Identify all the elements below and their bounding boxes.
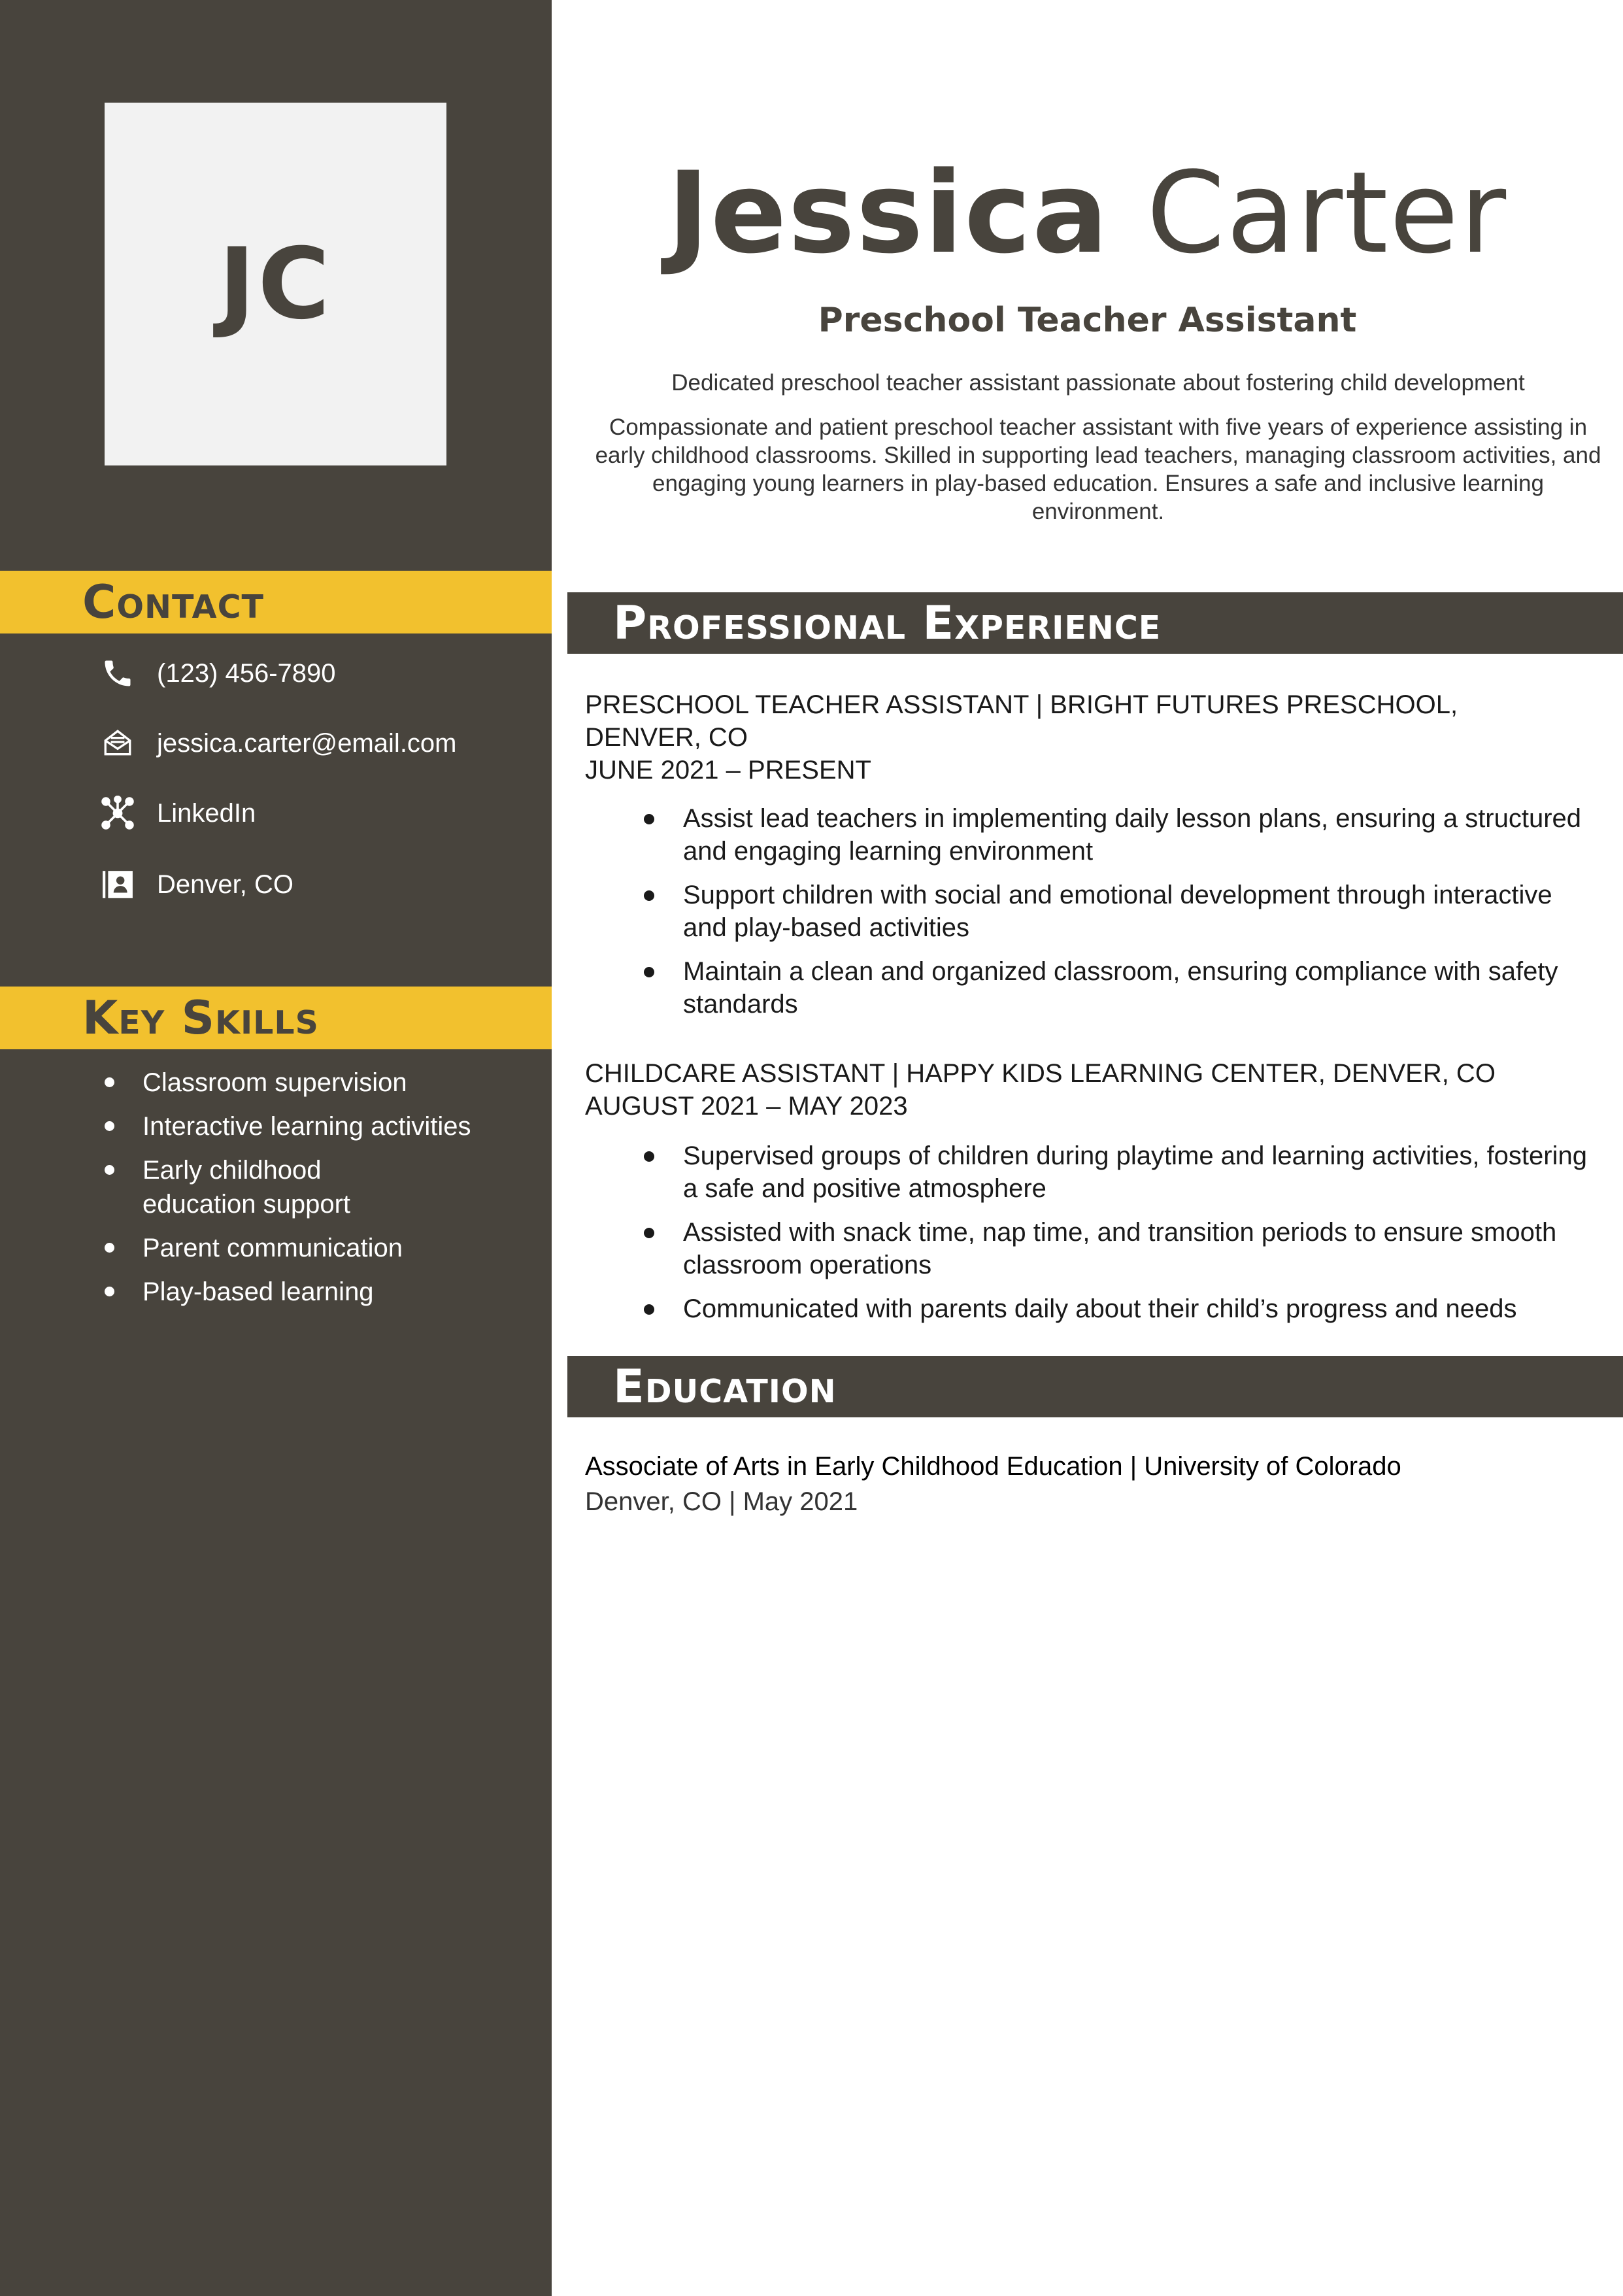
skills-heading: Key Skills [82, 991, 319, 1045]
bullet-item: Supervised groups of children during playtime and learning activities, fostering a safe and positive atmosphere [644, 1140, 1598, 1205]
last-name: Carter [1146, 147, 1508, 279]
email-text: jessica.carter@email.com [157, 728, 457, 758]
skills-heading-bar [0, 987, 552, 1049]
education-heading-bar [567, 1356, 1623, 1417]
skill-item: Classroom supervision [98, 1066, 516, 1100]
linkedin-text: LinkedIn [157, 798, 256, 828]
job-header: PRESCHOOL TEACHER ASSISTANT | BRIGHT FUTURES PRESCHOOL, DENVER, CO [585, 690, 1458, 752]
phone-text: (123) 456-7890 [157, 658, 336, 688]
job-header: CHILDCARE ASSISTANT | HAPPY KIDS LEARNING CENTER, DENVER, CO [585, 1059, 1496, 1088]
contact-heading-bar [0, 571, 552, 633]
experience-heading: Professional Experience [613, 596, 1162, 650]
tagline: Dedicated preschool teacher assistant passionate about fostering child development [671, 370, 1525, 396]
job-entry [585, 688, 1565, 786]
contact-email[interactable] [98, 724, 457, 763]
skills-list [98, 1066, 516, 1319]
skill-item: Early childhood education support [98, 1153, 424, 1221]
sidebar [0, 0, 552, 2296]
summary: Compassionate and patient preschool teacher assistant with five years of experience assisting in early childhood classrooms. Skilled in supporting lead teachers, managing classroom activities, and engaging young learners in play-based education. Ensures a safe and inclusive learning environment. [595, 414, 1601, 524]
contact-linkedin[interactable] [98, 794, 256, 833]
contact-card-icon [98, 865, 137, 904]
contact-heading: Contact [82, 575, 264, 629]
contact-phone[interactable] [98, 654, 336, 693]
job-dates: JUNE 2021 – PRESENT [585, 756, 871, 785]
skill-item: Parent communication [98, 1231, 516, 1265]
network-icon [98, 794, 137, 833]
monogram-avatar [105, 103, 446, 465]
job-title: Preschool Teacher Assistant [818, 301, 1357, 340]
bullet-item: Support children with social and emotional development through interactive and play-based activities [644, 879, 1598, 944]
bullet-item: Maintain a clean and organized classroom, ensuring compliance with safety standards [644, 955, 1598, 1021]
first-name: Jessica [667, 147, 1110, 279]
experience-heading-bar [567, 592, 1623, 654]
education-degree: Associate of Arts in Early Childhood Education | University of Colorado [585, 1452, 1401, 1481]
skill-item: Play-based learning [98, 1275, 516, 1309]
bullet-item: Assist lead teachers in implementing daily lesson plans, ensuring a structured and engaging learning environment [644, 802, 1598, 868]
education-heading: Education [613, 1360, 837, 1413]
skill-item: Interactive learning activities [98, 1109, 516, 1143]
location-text: Denver, CO [157, 869, 293, 899]
phone-icon [98, 654, 137, 693]
bullet-item: Assisted with snack time, nap time, and transition periods to ensure smooth classroom operations [644, 1216, 1598, 1281]
job-bullets [644, 1140, 1598, 1336]
contact-location [98, 865, 293, 904]
job-bullets [644, 802, 1598, 1032]
job-dates: AUGUST 2021 – MAY 2023 [585, 1092, 908, 1121]
envelope-icon [98, 724, 137, 763]
candidate-name [552, 147, 1623, 279]
education-details: Denver, CO | May 2021 [585, 1487, 858, 1516]
initials: JC [218, 227, 333, 341]
bullet-item: Communicated with parents daily about their child’s progress and needs [644, 1292, 1598, 1325]
job-entry [585, 1057, 1565, 1123]
